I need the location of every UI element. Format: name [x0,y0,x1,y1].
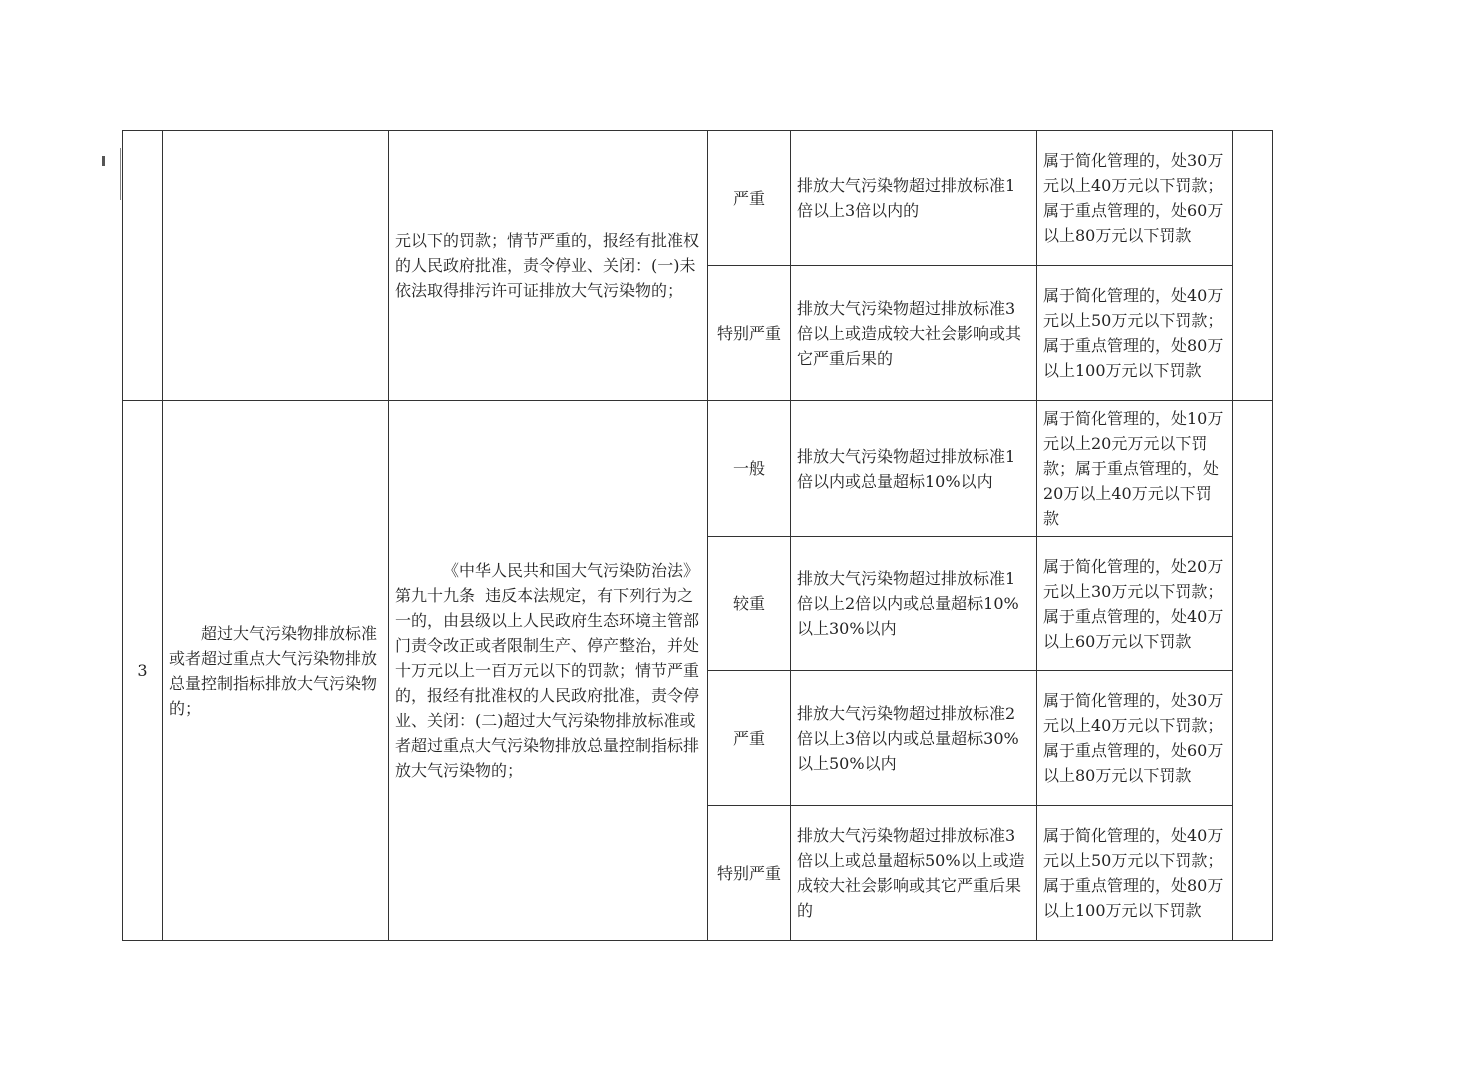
violation-circumstance-cell: 排放大气污染物超过排放标准1倍以上2倍以内或总量超标10%以上30%以内 [791,537,1037,671]
remarks-cell [1233,401,1273,941]
legal-basis-cell: 《中华人民共和国大气污染防治法》第九十九条 违反本法规定，有下列行为之一的，由县级以上人民政府生态环境主管部门责令改正或者限制生产、停产整治，并处十万元以上一百万元以下的罚款；情节严重的，报经有批准权的人民政府批准，责令停业、关闭：(二)超过大气污染物排放标准或者超过重点大气污染物排放总量控制指标排放大气污染物的； [389,401,708,941]
margin-rule [120,148,121,200]
penalty-standard-cell: 属于简化管理的，处40万元以上50万元以下罚款；属于重点管理的，处80万以上100万元以下罚款 [1037,266,1233,401]
severity-level-cell: 较重 [708,537,791,671]
penalty-standard-cell: 属于简化管理的，处20万元以上30万元以下罚款；属于重点管理的，处40万以上60万元以下罚款 [1037,537,1233,671]
margin-marker [102,156,105,166]
violation-circumstance-cell: 排放大气污染物超过排放标准3倍以上或造成较大社会影响或其它严重后果的 [791,266,1037,401]
severity-level-cell: 特别严重 [708,266,791,401]
violation-circumstance-cell: 排放大气污染物超过排放标准3倍以上或总量超标50%以上或造成较大社会影响或其它严重后果的 [791,806,1037,941]
item-number-cell: 3 [123,401,163,941]
violation-cell: 超过大气污染物排放标准或者超过重点大气污染物排放总量控制指标排放大气污染物的； [163,401,389,941]
remarks-cell [1233,131,1273,401]
violation-circumstance-cell: 排放大气污染物超过排放标准1倍以上3倍以内的 [791,131,1037,266]
penalty-standard-cell: 属于简化管理的，处30万元以上40万元以下罚款；属于重点管理的，处60万以上80万元以下罚款 [1037,671,1233,806]
violation-cell [163,131,389,401]
severity-level-cell: 特别严重 [708,806,791,941]
severity-level-cell: 一般 [708,401,791,537]
violation-circumstance-cell: 排放大气污染物超过排放标准1倍以内或总量超标10%以内 [791,401,1037,537]
penalty-standards-table [122,130,1273,941]
penalty-standard-cell: 属于简化管理的，处30万元以上40万元以下罚款；属于重点管理的，处60万以上80万元以下罚款 [1037,131,1233,266]
penalty-standard-cell: 属于简化管理的，处10万元以上20元万元以下罚款；属于重点管理的，处20万以上40万元以下罚款 [1037,401,1233,537]
penalty-standard-cell: 属于简化管理的，处40万元以上50万元以下罚款；属于重点管理的，处80万以上100万元以下罚款 [1037,806,1233,941]
legal-basis-cell: 元以下的罚款；情节严重的，报经有批准权的人民政府批准，责令停业、关闭：(一)未依法取得排污许可证排放大气污染物的； [389,131,708,401]
table-row [123,131,1273,266]
severity-level-cell: 严重 [708,131,791,266]
item-number-cell [123,131,163,401]
violation-circumstance-cell: 排放大气污染物超过排放标准2倍以上3倍以内或总量超标30%以上50%以内 [791,671,1037,806]
table-row [123,401,1273,537]
severity-level-cell: 严重 [708,671,791,806]
